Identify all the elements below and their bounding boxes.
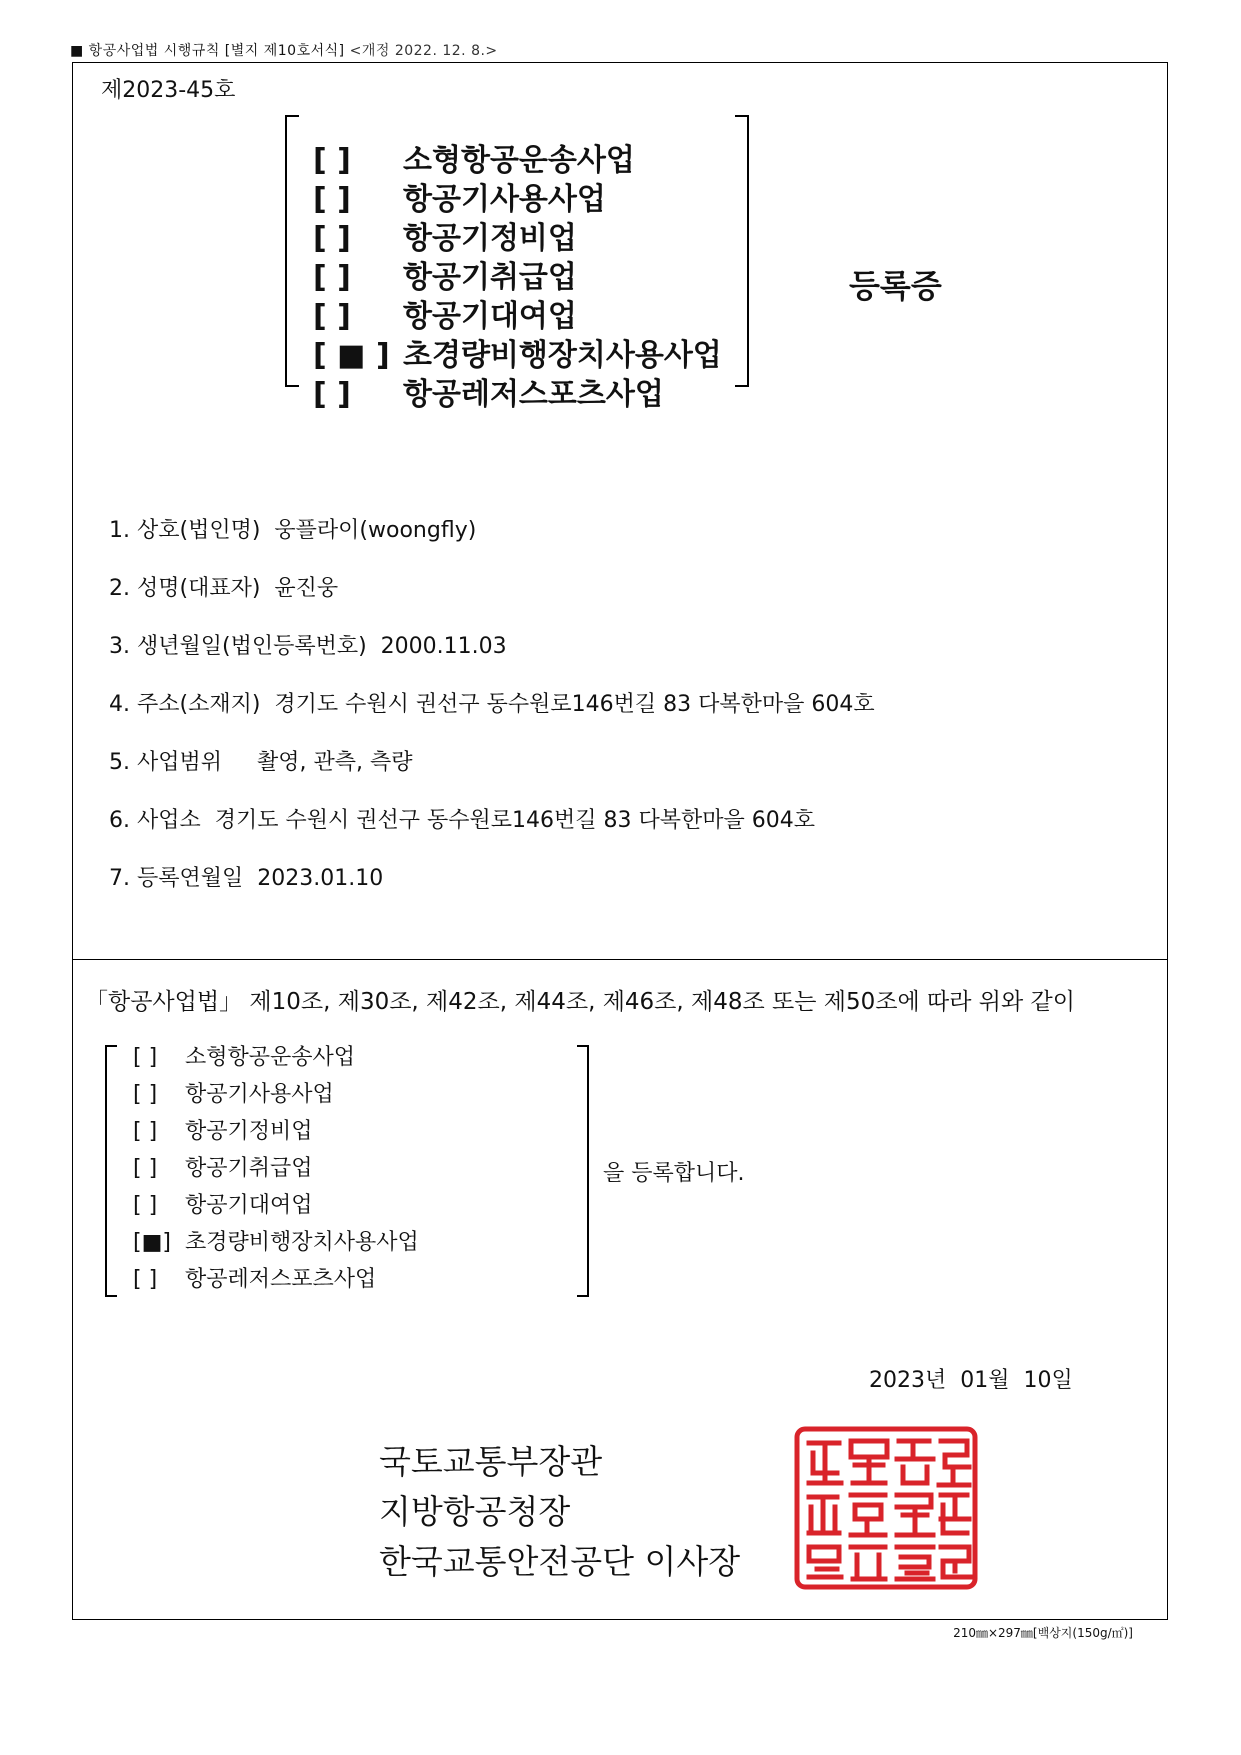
right-bracket (735, 115, 749, 387)
field-value: 2000.11.03 (380, 634, 507, 659)
field-label: 6. 사업소 (109, 808, 201, 833)
registered-business-label: 항공기사용사업 (185, 1082, 334, 1107)
business-type-item (313, 336, 722, 375)
field-label: 7. 등록연월일 (109, 866, 244, 891)
field-label: 2. 성명(대표자) (109, 576, 261, 601)
business-type-item (313, 297, 722, 336)
form-header-note (70, 40, 498, 60)
issuer-block (379, 1437, 741, 1587)
registered-business-label: 항공레저스포츠사업 (185, 1267, 377, 1292)
business-type-item (313, 219, 722, 258)
section-divider (73, 959, 1167, 960)
field-label: 5. 사업범위 (109, 750, 222, 775)
registered-business-item (133, 1150, 419, 1187)
business-type-label: 항공기사용사업 (403, 182, 606, 217)
certificate-title: 등록증 (849, 267, 942, 305)
field-row (109, 861, 383, 892)
field-row (109, 571, 338, 602)
business-type-label: 항공기취급업 (403, 260, 577, 295)
checkbox: [ ] (133, 1045, 158, 1070)
registered-business-item (133, 1224, 419, 1261)
checkbox-checked: [■] (133, 1230, 171, 1255)
checkbox: [ ] (313, 377, 351, 412)
registered-business-label: 항공기취급업 (185, 1156, 313, 1181)
field-row (109, 513, 476, 544)
business-type-label: 초경량비행장치사용사업 (403, 338, 722, 373)
business-type-label: 항공기대여업 (403, 299, 577, 334)
issue-date: 2023년 01월 10일 (869, 1368, 1073, 1393)
registered-business-item (133, 1187, 419, 1224)
paper-specification: 210㎜×297㎜[백상지(150g/㎡)] (953, 1626, 1133, 1640)
business-type-label: 소형항공운송사업 (403, 143, 635, 178)
registered-business-item (133, 1261, 419, 1298)
field-label: 3. 생년월일(법인등록번호) (109, 634, 367, 659)
field-row (109, 687, 875, 718)
checkbox: [ ] (313, 143, 351, 178)
checkbox: [ ] (133, 1082, 158, 1107)
registered-business-item (133, 1113, 419, 1150)
checkbox: [ ] (133, 1119, 158, 1144)
registered-business-label: 초경량비행장치사용사업 (185, 1230, 419, 1255)
legal-basis-text: 「항공사업법」 제10조, 제30조, 제42조, 제44조, 제46조, 제48조 또는 제50조에 따라 위와 같이 (85, 989, 1075, 1015)
business-type-label: 항공레저스포츠사업 (403, 377, 664, 412)
certificate-frame (72, 62, 1168, 1620)
checkbox: [ ] (313, 299, 351, 334)
registered-business-item (133, 1076, 419, 1113)
field-value: 촬영, 관측, 측량 (236, 750, 413, 775)
business-type-label: 항공기정비업 (403, 221, 577, 256)
small-right-bracket (577, 1045, 589, 1297)
field-value: 경기도 수원시 권선구 동수원로146번길 83 다복한마을 604호 (214, 808, 815, 833)
checkbox: [ ] (133, 1267, 158, 1292)
official-seal-icon (791, 1423, 981, 1593)
field-value: 윤진웅 (274, 576, 339, 601)
field-row (109, 745, 412, 776)
checkbox: [ ] (313, 182, 351, 217)
checkbox: [ ] (133, 1156, 158, 1181)
field-value: 2023.01.10 (257, 866, 384, 891)
issuer-line: 지방항공청장 (379, 1492, 571, 1531)
field-value: 경기도 수원시 권선구 동수원로146번길 83 다복한마을 604호 (274, 692, 875, 717)
issuer-line: 한국교통안전공단 이사장 (379, 1542, 741, 1581)
checkbox: [ ] (133, 1193, 158, 1218)
form-title: ■ 항공사업법 시행규칙 [별지 제10호서식] (70, 43, 345, 59)
left-bracket (285, 115, 299, 387)
business-type-item (313, 141, 722, 180)
field-row (109, 803, 815, 834)
registered-business-label: 항공기정비업 (185, 1119, 313, 1144)
document-number: 제2023-45호 (101, 78, 236, 103)
small-left-bracket (105, 1045, 117, 1297)
field-value: 웅플라이(woongfly) (274, 518, 477, 543)
revision-date: <개정 2022. 12. 8.> (349, 43, 498, 59)
business-type-item (313, 258, 722, 297)
checkbox-checked: [ ■ ] (313, 338, 390, 373)
field-label: 1. 상호(법인명) (109, 518, 261, 543)
issuer-line: 국토교통부장관 (379, 1442, 603, 1481)
registered-business-item (133, 1039, 419, 1076)
business-type-list (313, 141, 722, 414)
checkbox: [ ] (313, 260, 351, 295)
field-label: 4. 주소(소재지) (109, 692, 261, 717)
registered-business-list (133, 1039, 419, 1298)
registered-business-label: 소형항공운송사업 (185, 1045, 356, 1070)
field-row (109, 629, 507, 660)
business-type-item (313, 375, 722, 414)
registered-business-label: 항공기대여업 (185, 1193, 313, 1218)
register-statement: 을 등록합니다. (603, 1161, 745, 1186)
checkbox: [ ] (313, 221, 351, 256)
business-type-item (313, 180, 722, 219)
